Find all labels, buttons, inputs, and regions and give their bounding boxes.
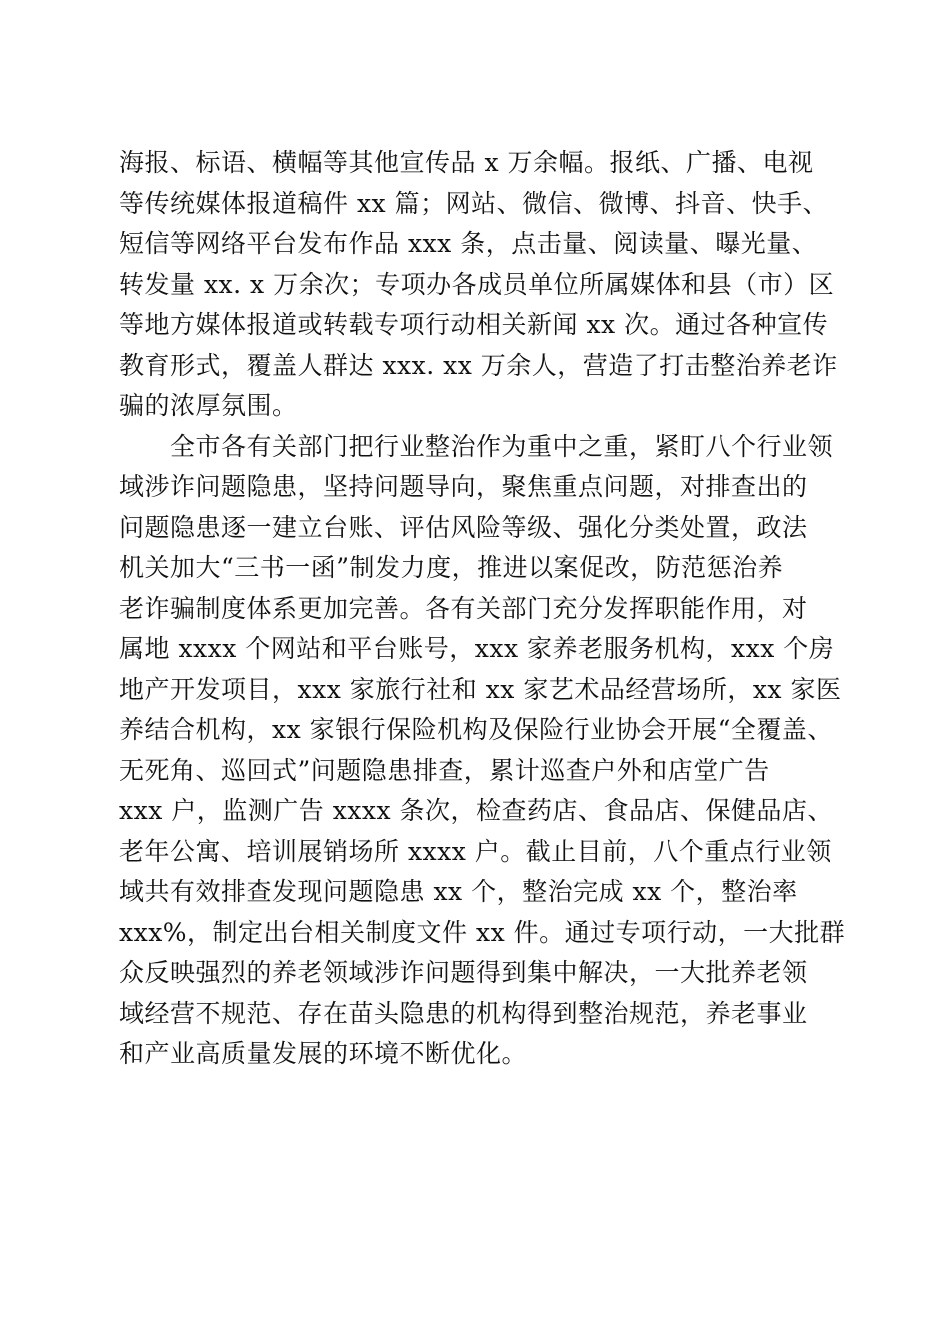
text-line: 属地 xxxx 个网站和平台账号，xxx 家养老服务机构，xxx 个房	[119, 634, 835, 663]
text-line: 无死角、巡回式”问题隐患排查，累计巡查户外和店堂广告	[119, 755, 770, 785]
text-line: 域涉诈问题隐患，坚持问题导向，聚焦重点问题，对排查出的	[119, 472, 808, 501]
text-line: 养结合机构，xx 家银行保险机构及保险行业协会开展“全覆盖、	[119, 715, 833, 744]
text-line: 众反映强烈的养老领域涉诈问题得到集中解决，一大批养老领	[119, 958, 808, 987]
text-line: 转发量 xx. x 万余次；专项办各成员单位所属媒体和县（市）区	[119, 269, 835, 299]
text-line: 地产开发项目，xxx 家旅行社和 xx 家艺术品经营场所，xx 家医	[119, 674, 842, 704]
text-line: 等传统媒体报道稿件 xx 篇；网站、微信、微博、抖音、快手、	[119, 188, 829, 218]
paragraph-1	[119, 143, 839, 427]
text-line: 教育形式，覆盖人群达 xxx. xx 万余人，营造了打击整治养老诈	[119, 350, 838, 380]
body-text	[119, 143, 846, 1075]
text-line: 域共有效排查发现问题隐患 xx 个，整治完成 xx 个，整治率	[119, 877, 798, 906]
text-line: 海报、标语、横幅等其他宣传品 x 万余幅。报纸、广播、电视	[119, 148, 814, 177]
text-line: 域经营不规范、存在苗头隐患的机构得到整治规范，养老事业	[119, 998, 808, 1028]
text-line: 全市各有关部门把行业整治作为重中之重，紧盯八个行业领	[119, 431, 834, 461]
text-line: 老年公寓、培训展销场所 xxxx 户。截止目前，八个重点行业领	[119, 836, 832, 866]
text-line: 问题隐患逐一建立台账、评估风险等级、强化分类处置，政法	[119, 512, 808, 542]
paragraph-2	[119, 427, 846, 1075]
text-line: 老诈骗制度体系更加完善。各有关部门充分发挥职能作用，对	[119, 593, 808, 623]
text-line: 短信等网络平台发布作品 xxx 条，点击量、阅读量、曝光量、	[119, 229, 818, 258]
text-line: 骗的浓厚氛围。	[119, 391, 298, 420]
text-line: 机关加大“三书一函”制发力度，推进以案促改，防范惩治养	[119, 553, 784, 582]
text-line: 等地方媒体报道或转载专项行动相关新闻 xx 次。通过各种宣传	[119, 310, 829, 339]
text-line: xxx 户，监测广告 xxxx 条次，检查药店、食品店、保健品店、	[119, 796, 834, 825]
text-line: 和产业高质量发展的环境不断优化。	[119, 1039, 528, 1068]
text-line: xxx%，制定出台相关制度文件 xx 件。通过专项行动，一大批群	[119, 917, 846, 947]
